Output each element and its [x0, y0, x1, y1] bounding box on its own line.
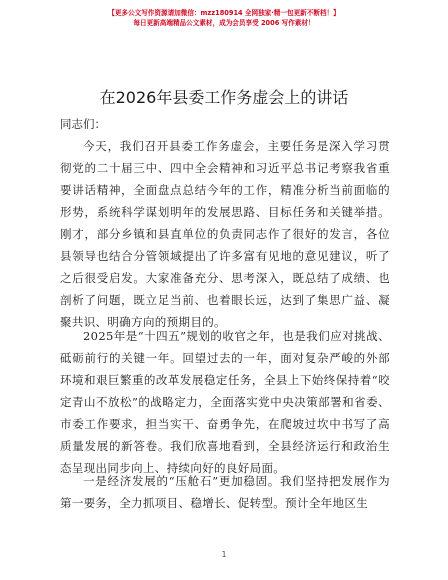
- promo-banner: [0, 8, 448, 28]
- body-paragraph-2: 2025年是“十四五”规划的收官之年，也是我们应对挑战、砥砺前行的关键一年。回望过去的一年，面对复杂严峻的外部环境和艰巨繁重的改革发展稳定任务，全县上下始终保持着“咬定青山不放松”的战略定力，全面落实党中央决策部署和省委、市委工作要求，担当实干、奋勇争先，在爬坡过坎中书写了高质量发展的新答卷。我们欣喜地看到，全县经济运行和政治生态呈现出同步向上、持续向好的良好局面。: [60, 329, 390, 475]
- promo-banner-line-2: 每日更新高端精品公文素材，成为会员享受 2006 写作素材！: [133, 19, 315, 27]
- salutation: 同志们：: [60, 117, 106, 131]
- body-paragraph-1: 今天，我们召开县委工作务虚会，主要任务是深入学习贯彻党的二十届三中、四中全会精神和习近平总书记考察我省重要讲话精神，全面盘点总结今年的工作，精准分析当前面临的形势，系统科学谋划明年的发展思路、目标任务和关键举措。刚才，部分乡镇和县直单位的负责同志作了很好的发言，各位县领导也结合分管领域提出了许多富有见地的意见建议，听了之后很受启发。大家准备充分、思考深入，既总结了成绩、也剖析了问题，既立足当前、也着眼长远，达到了集思广益、凝聚共识、明确方向的预期目的。: [60, 139, 390, 329]
- body-paragraph-3: 一是经济发展的“压舱石”更加稳固。我们坚持把发展作为第一要务，全力抓项目、稳增长、促转型。预计全年地区生: [60, 474, 390, 510]
- document-title: 在2026年县委工作务虚会上的讲话: [99, 88, 349, 107]
- promo-banner-line-1: 【更多公文写作资源请加微信：mzz180914 全网独家·精一包更新不断档！】: [108, 9, 340, 17]
- page-number: 1: [221, 550, 227, 559]
